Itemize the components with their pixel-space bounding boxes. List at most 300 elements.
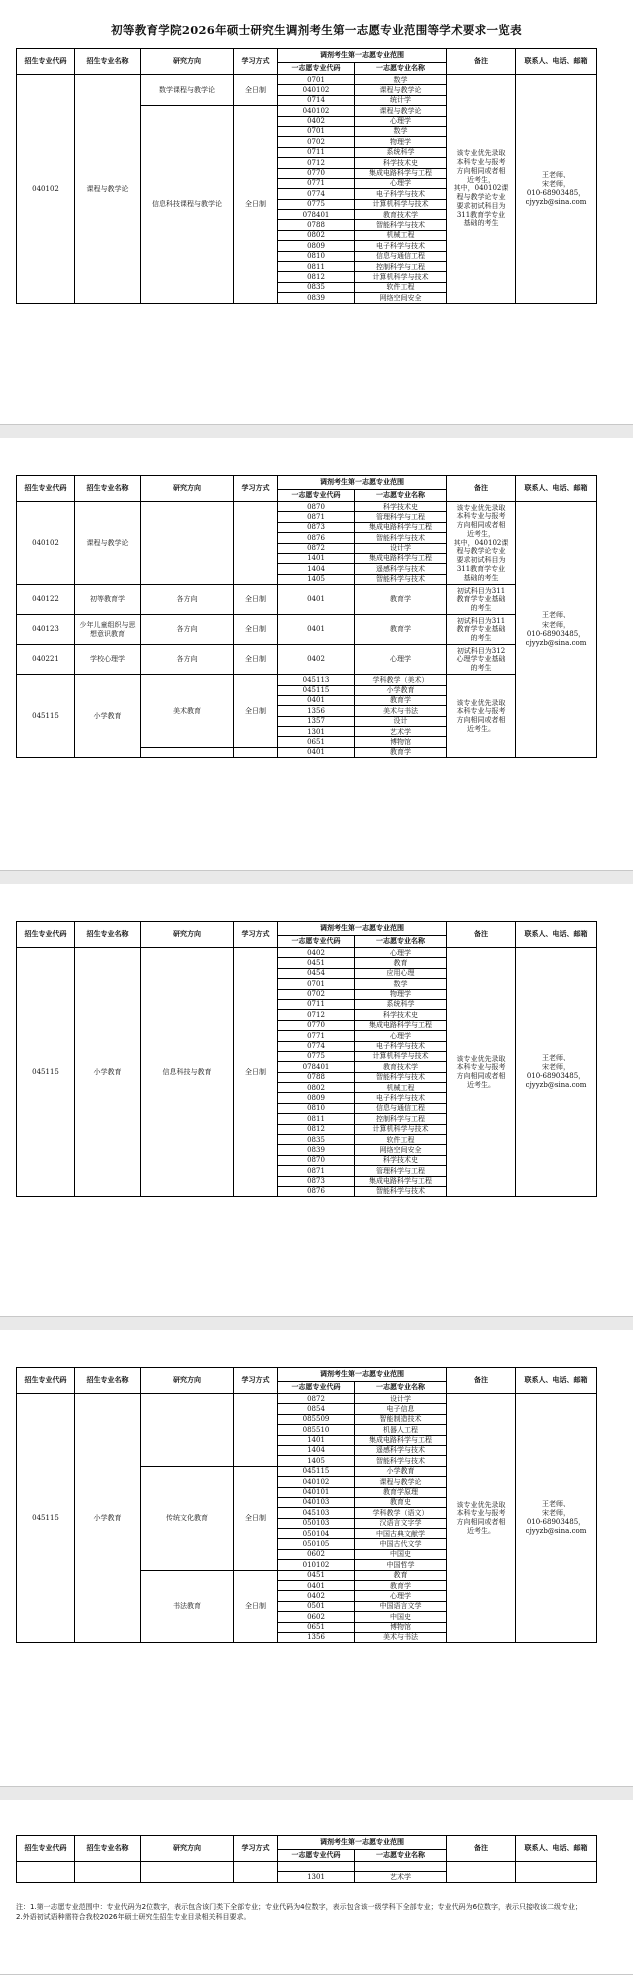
first-name-cell: 控制科学与工程 bbox=[355, 262, 447, 272]
first-code-cell: 0854 bbox=[278, 1404, 355, 1414]
first-name-cell: 科学技术史 bbox=[355, 1155, 447, 1165]
table-page-3 bbox=[16, 921, 597, 1197]
header-contact: 联系人、电话、邮箱 bbox=[516, 1836, 597, 1862]
first-code-cell: 0775 bbox=[278, 199, 355, 209]
remark-line: 311教育学专业 bbox=[456, 210, 506, 219]
first-code-cell: 0454 bbox=[278, 968, 355, 978]
contact-line: 宋老师， bbox=[542, 1509, 570, 1518]
major-code-cell: 040122 bbox=[17, 585, 75, 615]
first-name-cell: 教育学 bbox=[355, 1581, 447, 1591]
header-range: 调剂考生第一志愿专业范围 bbox=[278, 1368, 447, 1382]
table-header bbox=[17, 1368, 597, 1394]
first-name-cell: 科学技术史 bbox=[355, 502, 447, 512]
first-code-cell: 040102 bbox=[278, 1477, 355, 1487]
first-code-cell: 050103 bbox=[278, 1518, 355, 1528]
direction-cell: 各方向 bbox=[141, 645, 234, 675]
first-name-cell: 设计学 bbox=[355, 1394, 447, 1404]
first-name-cell: 教育学 bbox=[355, 585, 447, 615]
first-code-cell: 0873 bbox=[278, 522, 355, 532]
first-code-cell: 0702 bbox=[278, 137, 355, 147]
first-name-cell: 教育技术学 bbox=[355, 210, 447, 220]
first-name-cell: 管理科学与工程 bbox=[355, 1166, 447, 1176]
first-name-cell: 系统科学 bbox=[355, 147, 447, 157]
first-name-cell: 信息与通信工程 bbox=[355, 251, 447, 261]
first-code-cell: 0810 bbox=[278, 1103, 355, 1113]
first-name-cell: 中国古典文献学 bbox=[355, 1529, 447, 1539]
header-first-code: 一志愿专业代码 bbox=[278, 1850, 355, 1862]
first-name-cell: 集成电路科学与工程 bbox=[355, 522, 447, 532]
first-code-cell: 078401 bbox=[278, 210, 355, 220]
remark-line: 近考生。 bbox=[467, 724, 495, 733]
first-name-cell: 数学 bbox=[355, 75, 447, 85]
header-range: 调剂考生第一志愿专业范围 bbox=[278, 49, 447, 63]
first-name-cell: 机械工程 bbox=[355, 1083, 447, 1093]
remark-line: 基础的考生 bbox=[463, 219, 499, 228]
first-code-cell: 0701 bbox=[278, 75, 355, 85]
header-major-name: 招生专业名称 bbox=[75, 1836, 141, 1862]
header-contact: 联系人、电话、邮箱 bbox=[516, 1368, 597, 1394]
first-name-cell: 教育学 bbox=[355, 615, 447, 645]
remark-line: 教育学专业基础 bbox=[456, 625, 506, 634]
remark-line: 该专业优先录取 bbox=[456, 503, 506, 512]
first-code-cell: 1356 bbox=[278, 1632, 355, 1642]
major-name-cell: 少年儿童组织与思想意识教育 bbox=[75, 615, 141, 645]
header-direction: 研究方向 bbox=[141, 922, 234, 948]
first-code-cell: 0809 bbox=[278, 1093, 355, 1103]
table-row bbox=[17, 615, 597, 645]
remark-line: 初试科目为311 bbox=[456, 586, 506, 595]
contact-line: cjyyzb@sina.com bbox=[525, 1527, 587, 1536]
first-code-cell: 0802 bbox=[278, 1083, 355, 1093]
remark-line: 本科专业与报考 bbox=[456, 512, 506, 521]
header-range: 调剂考生第一志愿专业范围 bbox=[278, 1836, 447, 1850]
table-header bbox=[17, 476, 597, 502]
remark-line: 初试科目为311 bbox=[456, 616, 506, 625]
first-name-cell: 智能科学与技术 bbox=[355, 1186, 447, 1196]
major-code-cell: 045115 bbox=[17, 675, 75, 758]
header-remark: 备注 bbox=[447, 49, 516, 75]
remark-line: 方向相同或者相 bbox=[456, 166, 506, 175]
first-name-cell bbox=[355, 1862, 447, 1872]
table-page-2 bbox=[16, 475, 597, 758]
first-code-cell: 045113 bbox=[278, 675, 355, 685]
header-major-name: 招生专业名称 bbox=[75, 49, 141, 75]
major-code-cell: 040221 bbox=[17, 645, 75, 675]
study-mode-cell: 全日制 bbox=[234, 585, 278, 615]
contact-cell bbox=[516, 948, 597, 1197]
study-mode-cell bbox=[234, 502, 278, 585]
table-page-5 bbox=[16, 1835, 597, 1883]
first-name-cell: 设计 bbox=[355, 716, 447, 726]
remark-cell bbox=[447, 585, 516, 615]
header-major-code: 招生专业代码 bbox=[17, 476, 75, 502]
remark-line: 本科专业与报考 bbox=[456, 707, 506, 716]
major-code-cell: 040102 bbox=[17, 75, 75, 304]
remark-line: 本科专业与报考 bbox=[456, 1063, 506, 1072]
first-name-cell: 集成电路科学与工程 bbox=[355, 553, 447, 563]
first-code-cell: 1357 bbox=[278, 716, 355, 726]
remark-line: 本科专业与报考 bbox=[456, 158, 506, 167]
first-name-cell: 小学教育 bbox=[355, 685, 447, 695]
header-remark: 备注 bbox=[447, 922, 516, 948]
header-major-code: 招生专业代码 bbox=[17, 49, 75, 75]
first-code-cell: 0702 bbox=[278, 989, 355, 999]
first-name-cell: 机器人工程 bbox=[355, 1425, 447, 1435]
first-code-cell: 0870 bbox=[278, 1155, 355, 1165]
first-code-cell: 045103 bbox=[278, 1508, 355, 1518]
document-title: 初等教育学院2026年硕士研究生调剂考生第一志愿专业范围等学术要求一览表 bbox=[111, 23, 522, 37]
first-code-cell: 0810 bbox=[278, 251, 355, 261]
first-code-cell: 0870 bbox=[278, 502, 355, 512]
header-first-name: 一志愿专业名称 bbox=[355, 63, 447, 75]
remark-line: 该专业优先录取 bbox=[456, 1054, 506, 1063]
first-code-cell: 0501 bbox=[278, 1601, 355, 1611]
first-code-cell: 0714 bbox=[278, 95, 355, 105]
contact-line: 010-68903485， bbox=[526, 1072, 586, 1081]
first-code-cell: 040102 bbox=[278, 85, 355, 95]
header-contact: 联系人、电话、邮箱 bbox=[516, 49, 597, 75]
direction-cell bbox=[141, 1862, 234, 1883]
first-code-cell: 0402 bbox=[278, 948, 355, 958]
first-code-cell: 0839 bbox=[278, 1145, 355, 1155]
contact-line: 宋老师， bbox=[542, 1063, 570, 1072]
first-code-cell: 0876 bbox=[278, 1186, 355, 1196]
header-major-name: 招生专业名称 bbox=[75, 476, 141, 502]
first-name-cell: 物理学 bbox=[355, 137, 447, 147]
first-name-cell: 教育学 bbox=[355, 747, 447, 757]
remark-line: 基础的考生 bbox=[463, 573, 499, 582]
study-mode-cell: 全日制 bbox=[234, 1570, 278, 1643]
study-mode-cell bbox=[234, 1862, 278, 1883]
table-row bbox=[17, 502, 597, 512]
first-name-cell: 课程与教学论 bbox=[355, 1477, 447, 1487]
major-name-cell: 课程与教学论 bbox=[75, 502, 141, 585]
first-code-cell: 0602 bbox=[278, 1549, 355, 1559]
first-name-cell: 教育 bbox=[355, 1570, 447, 1580]
remark-cell bbox=[447, 675, 516, 758]
contact-line: 王老师、 bbox=[542, 1500, 570, 1508]
header-first-code: 一志愿专业代码 bbox=[278, 490, 355, 502]
first-name-cell: 教育学 bbox=[355, 695, 447, 705]
first-code-cell: 0811 bbox=[278, 262, 355, 272]
first-name-cell: 统计学 bbox=[355, 95, 447, 105]
first-name-cell: 心理学 bbox=[355, 1031, 447, 1041]
first-code-cell: 0651 bbox=[278, 1622, 355, 1632]
first-code-cell: 0774 bbox=[278, 189, 355, 199]
first-name-cell: 教育学原理 bbox=[355, 1487, 447, 1497]
first-code-cell: 0770 bbox=[278, 1020, 355, 1030]
first-name-cell: 网络空间安全 bbox=[355, 293, 447, 303]
direction-cell: 各方向 bbox=[141, 615, 234, 645]
remark-cell bbox=[447, 502, 516, 585]
remark-line: 该专业优先录取 bbox=[456, 1500, 506, 1509]
first-name-cell: 信息与通信工程 bbox=[355, 1103, 447, 1113]
direction-cell bbox=[141, 747, 234, 757]
first-name-cell: 计算机科学与技术 bbox=[355, 1124, 447, 1134]
first-name-cell: 中国古代文学 bbox=[355, 1539, 447, 1549]
first-name-cell: 电子科学与技术 bbox=[355, 1093, 447, 1103]
first-name-cell: 数学 bbox=[355, 979, 447, 989]
first-code-cell: 050105 bbox=[278, 1539, 355, 1549]
contact-line: 宋老师， bbox=[542, 179, 570, 188]
first-code-cell: 045115 bbox=[278, 1466, 355, 1476]
study-mode-cell bbox=[234, 747, 278, 757]
first-code-cell: 1401 bbox=[278, 553, 355, 563]
first-name-cell: 学科教学（美术） bbox=[355, 675, 447, 685]
study-mode-cell: 全日制 bbox=[234, 1466, 278, 1570]
first-name-cell: 机械工程 bbox=[355, 230, 447, 240]
first-code-cell: 085509 bbox=[278, 1414, 355, 1424]
first-name-cell: 心理学 bbox=[355, 178, 447, 188]
header-first-name: 一志愿专业名称 bbox=[355, 1382, 447, 1394]
first-name-cell: 智能科学与技术 bbox=[355, 1456, 447, 1466]
table-row bbox=[17, 585, 597, 615]
first-name-cell: 智能科学与技术 bbox=[355, 533, 447, 543]
first-name-cell: 小学教育 bbox=[355, 1466, 447, 1476]
study-mode-cell: 全日制 bbox=[234, 615, 278, 645]
contact-line: cjyyzb@sina.com bbox=[525, 197, 587, 206]
first-name-cell: 智能科学与技术 bbox=[355, 574, 447, 584]
first-code-cell: 0788 bbox=[278, 1072, 355, 1082]
footnote-1: 注：1.第一志愿专业范围中：专业代码为2位数字，表示包含该门类下全部专业；专业代码为4位数字，表示包含该一级学科下全部专业；专业代码为6位数字，表示只接收该二级专业； bbox=[16, 1903, 583, 1911]
remark-line: 311教育学专业 bbox=[456, 564, 506, 573]
remark-cell bbox=[447, 615, 516, 645]
table-row bbox=[17, 1862, 597, 1872]
first-name-cell: 网络空间安全 bbox=[355, 1145, 447, 1155]
remark-cell bbox=[447, 1862, 516, 1883]
header-remark: 备注 bbox=[447, 1368, 516, 1394]
first-name-cell: 智能科学与技术 bbox=[355, 220, 447, 230]
first-name-cell: 博物馆 bbox=[355, 1622, 447, 1632]
first-code-cell: 1404 bbox=[278, 564, 355, 574]
study-mode-cell: 全日制 bbox=[234, 948, 278, 1197]
direction-cell: 数学课程与教学论 bbox=[141, 75, 234, 106]
remark-line: 要求初试科目为 bbox=[456, 556, 506, 565]
first-name-cell: 软件工程 bbox=[355, 1135, 447, 1145]
first-name-cell: 博物馆 bbox=[355, 737, 447, 747]
contact-line: 010-68903485， bbox=[526, 1518, 586, 1527]
header-direction: 研究方向 bbox=[141, 1368, 234, 1394]
study-mode-cell: 全日制 bbox=[234, 645, 278, 675]
first-name-cell: 中国史 bbox=[355, 1612, 447, 1622]
first-code-cell: 0701 bbox=[278, 126, 355, 136]
table-header bbox=[17, 922, 597, 948]
first-code-cell: 1356 bbox=[278, 706, 355, 716]
table-row bbox=[17, 645, 597, 675]
first-code-cell: 0711 bbox=[278, 999, 355, 1009]
header-remark: 备注 bbox=[447, 476, 516, 502]
remark-line: 其中，040102课 bbox=[453, 538, 509, 547]
first-code-cell: 078401 bbox=[278, 1062, 355, 1072]
first-name-cell: 教育 bbox=[355, 958, 447, 968]
table-row bbox=[17, 675, 597, 685]
remark-line: 近考生， bbox=[467, 175, 495, 184]
first-name-cell: 课程与教学论 bbox=[355, 106, 447, 116]
header-direction: 研究方向 bbox=[141, 476, 234, 502]
remark-line: 方向相同或者相 bbox=[456, 1518, 506, 1527]
first-code-cell: 0839 bbox=[278, 293, 355, 303]
first-name-cell: 中国语言文学 bbox=[355, 1601, 447, 1611]
remark-line: 心理学专业基础 bbox=[456, 655, 506, 664]
header-range: 调剂考生第一志愿专业范围 bbox=[278, 922, 447, 936]
first-name-cell: 集成电路科学与工程 bbox=[355, 1435, 447, 1445]
first-name-cell: 中国史 bbox=[355, 1549, 447, 1559]
header-major-name: 招生专业名称 bbox=[75, 1368, 141, 1394]
table-header bbox=[17, 1836, 597, 1862]
first-code-cell: 040103 bbox=[278, 1497, 355, 1507]
first-code-cell: 0788 bbox=[278, 220, 355, 230]
header-range: 调剂考生第一志愿专业范围 bbox=[278, 476, 447, 490]
first-name-cell: 物理学 bbox=[355, 989, 447, 999]
remark-line: 程与教学论专业 bbox=[456, 193, 506, 202]
header-first-code: 一志愿专业代码 bbox=[278, 1382, 355, 1394]
first-name-cell: 应用心理 bbox=[355, 968, 447, 978]
header-study-mode: 学习方式 bbox=[234, 49, 278, 75]
first-name-cell: 智能制造技术 bbox=[355, 1414, 447, 1424]
header-first-name: 一志愿专业名称 bbox=[355, 936, 447, 948]
direction-cell: 信息科技与教育 bbox=[141, 948, 234, 1197]
major-code-cell: 040102 bbox=[17, 502, 75, 585]
study-mode-cell: 全日制 bbox=[234, 675, 278, 748]
first-name-cell: 集成电路科学与工程 bbox=[355, 1176, 447, 1186]
first-name-cell: 管理科学与工程 bbox=[355, 512, 447, 522]
first-name-cell: 科学技术史 bbox=[355, 1010, 447, 1020]
contact-cell bbox=[516, 1394, 597, 1643]
major-name-cell: 初等教育学 bbox=[75, 585, 141, 615]
header-study-mode: 学习方式 bbox=[234, 922, 278, 948]
remark-line: 该专业优先录取 bbox=[456, 149, 506, 158]
remark-line: 的考生 bbox=[470, 664, 492, 672]
first-name-cell: 科学技术史 bbox=[355, 158, 447, 168]
header-major-name: 招生专业名称 bbox=[75, 922, 141, 948]
contact-line: 王老师、 bbox=[542, 170, 570, 179]
first-name-cell: 心理学 bbox=[355, 1591, 447, 1601]
header-first-code: 一志愿专业代码 bbox=[278, 936, 355, 948]
first-code-cell: 0812 bbox=[278, 1124, 355, 1134]
major-name-cell: 课程与教学论 bbox=[75, 75, 141, 304]
remark-line: 本科专业与报考 bbox=[456, 1509, 506, 1518]
direction-cell: 信息科技课程与教学论 bbox=[141, 106, 234, 303]
first-code-cell: 0401 bbox=[278, 615, 355, 645]
header-first-code: 一志愿专业代码 bbox=[278, 63, 355, 75]
table-row bbox=[17, 75, 597, 85]
study-mode-cell: 全日制 bbox=[234, 75, 278, 106]
first-name-cell: 遥感科学与技术 bbox=[355, 1445, 447, 1455]
header-study-mode: 学习方式 bbox=[234, 1836, 278, 1862]
first-code-cell: 0771 bbox=[278, 1031, 355, 1041]
contact-cell bbox=[516, 75, 597, 304]
table-row bbox=[17, 948, 597, 958]
first-name-cell: 心理学 bbox=[355, 645, 447, 675]
major-code-cell bbox=[17, 1862, 75, 1883]
major-code-cell: 045115 bbox=[17, 948, 75, 1197]
remark-line: 初试科目为312 bbox=[456, 646, 506, 655]
header-study-mode: 学习方式 bbox=[234, 1368, 278, 1394]
remark-line: 方向相同或者相 bbox=[456, 716, 506, 725]
contact-line: 王老师、 bbox=[542, 1054, 570, 1062]
first-name-cell: 软件工程 bbox=[355, 282, 447, 292]
direction-cell: 传统文化教育 bbox=[141, 1466, 234, 1570]
first-name-cell: 中国哲学 bbox=[355, 1560, 447, 1570]
remark-cell bbox=[447, 948, 516, 1197]
page-5 bbox=[0, 1800, 633, 1975]
first-name-cell: 遥感科学与技术 bbox=[355, 564, 447, 574]
remark-line: 方向相同或者相 bbox=[456, 521, 506, 530]
major-code-cell: 040123 bbox=[17, 615, 75, 645]
contact-line: 宋老师， bbox=[542, 620, 570, 629]
first-name-cell: 心理学 bbox=[355, 948, 447, 958]
major-name-cell bbox=[75, 1862, 141, 1883]
first-code-cell: 0871 bbox=[278, 1166, 355, 1176]
first-name-cell: 电子科学与技术 bbox=[355, 189, 447, 199]
remark-line: 要求初试科目为 bbox=[456, 201, 506, 210]
remark-line: 程与教学论专业 bbox=[456, 547, 506, 556]
first-code-cell: 0809 bbox=[278, 241, 355, 251]
header-major-code: 招生专业代码 bbox=[17, 1836, 75, 1862]
first-code-cell: 085510 bbox=[278, 1425, 355, 1435]
header-first-name: 一志愿专业名称 bbox=[355, 490, 447, 502]
first-code-cell: 0401 bbox=[278, 585, 355, 615]
direction-cell bbox=[141, 502, 234, 585]
first-name-cell: 电子信息 bbox=[355, 1404, 447, 1414]
first-code-cell: 1301 bbox=[278, 727, 355, 737]
first-code-cell: 1401 bbox=[278, 1435, 355, 1445]
first-name-cell: 集成电路科学与工程 bbox=[355, 168, 447, 178]
first-code-cell: 0872 bbox=[278, 543, 355, 553]
remark-cell bbox=[447, 645, 516, 675]
first-name-cell: 教育技术学 bbox=[355, 1062, 447, 1072]
contact-line: 王老师、 bbox=[542, 611, 570, 620]
header-direction: 研究方向 bbox=[141, 1836, 234, 1862]
first-code-cell bbox=[278, 1862, 355, 1872]
table-header bbox=[17, 49, 597, 75]
remark-line: 教育学专业基础 bbox=[456, 595, 506, 604]
first-code-cell: 0770 bbox=[278, 168, 355, 178]
first-code-cell: 0873 bbox=[278, 1176, 355, 1186]
first-name-cell: 计算机科学与技术 bbox=[355, 199, 447, 209]
first-name-cell: 艺术学 bbox=[355, 727, 447, 737]
first-code-cell: 1404 bbox=[278, 1445, 355, 1455]
first-code-cell: 0401 bbox=[278, 695, 355, 705]
header-contact: 联系人、电话、邮箱 bbox=[516, 922, 597, 948]
direction-cell bbox=[141, 1394, 234, 1467]
first-code-cell: 0402 bbox=[278, 116, 355, 126]
first-code-cell: 0651 bbox=[278, 737, 355, 747]
remark-line: 其中，040102课 bbox=[453, 184, 509, 193]
first-name-cell: 美术与书法 bbox=[355, 706, 447, 716]
first-code-cell: 1405 bbox=[278, 1456, 355, 1466]
first-code-cell: 0402 bbox=[278, 1591, 355, 1601]
header-remark: 备注 bbox=[447, 1836, 516, 1862]
first-code-cell: 0876 bbox=[278, 533, 355, 543]
remark-line: 近考生。 bbox=[467, 1526, 495, 1535]
contact-line: 010-68903485， bbox=[526, 188, 586, 197]
first-code-cell: 040102 bbox=[278, 106, 355, 116]
remark-line: 的考生 bbox=[470, 604, 492, 612]
footnotes bbox=[16, 1902, 616, 1922]
remark-line: 近考生， bbox=[467, 529, 495, 538]
first-code-cell: 045115 bbox=[278, 685, 355, 695]
first-code-cell: 0401 bbox=[278, 747, 355, 757]
remark-cell bbox=[447, 1394, 516, 1643]
first-code-cell: 0712 bbox=[278, 158, 355, 168]
header-direction: 研究方向 bbox=[141, 49, 234, 75]
footnote-2: 2.外语初试语种需符合我校2026年硕士研究生招生专业目录相关科目要求。 bbox=[16, 1913, 251, 1922]
first-name-cell: 汉语言文字学 bbox=[355, 1518, 447, 1528]
major-name-cell: 学校心理学 bbox=[75, 645, 141, 675]
first-code-cell: 0451 bbox=[278, 1570, 355, 1580]
first-code-cell: 0451 bbox=[278, 958, 355, 968]
